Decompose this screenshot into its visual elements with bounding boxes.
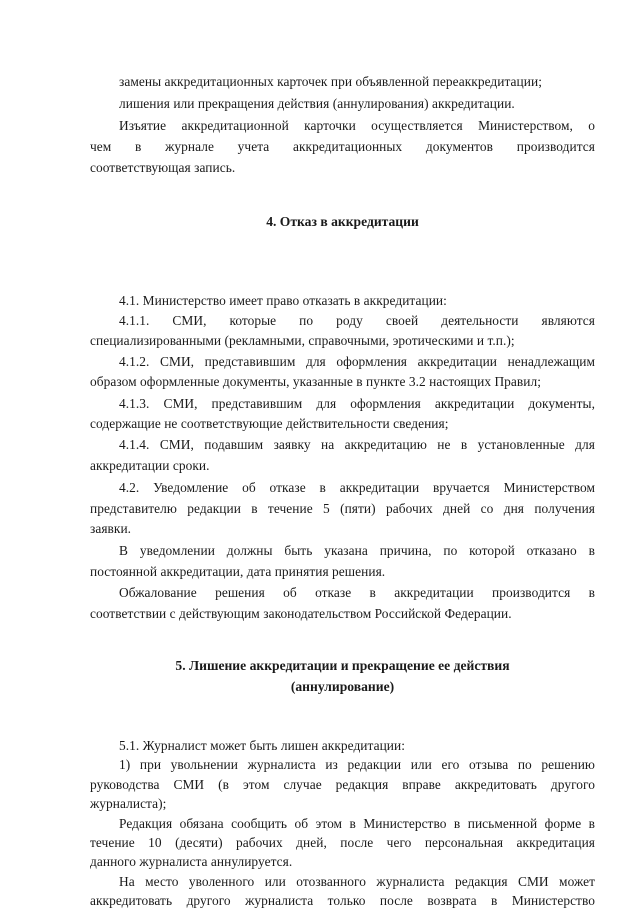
text-line: 1) при увольнении журналиста из редакции или его отзыва по решению	[119, 757, 595, 773]
text-line: представителю редакции в течение 5 (пяти) рабочих дней со дня получения	[90, 501, 595, 516]
text-line: 4.1.3. СМИ, представившим для оформления аккредитации документы,	[119, 396, 595, 411]
text-line: заявки.	[90, 521, 132, 536]
text-line: содержащие не соответствующие действительности сведения;	[90, 416, 449, 431]
section-5-title: 5. Лишение аккредитации и прекращение ее действия	[175, 658, 510, 673]
text-line: аккредитовать другого журналиста только после возврата в Министерство	[90, 893, 595, 909]
text-line: замены аккредитационных карточек при объявленной переаккредитации;	[119, 74, 542, 89]
section-5-title-continued: (аннулирование)	[290, 679, 395, 694]
text-line: аккредитации сроки.	[90, 458, 210, 473]
text-line: 4.1.2. СМИ, представившим для оформления аккредитации ненадлежащим	[119, 354, 595, 369]
section-4-title: 4. Отказ в аккредитации	[266, 214, 419, 229]
text-line: чем в журнале учета аккредитационных документов производится	[90, 139, 595, 154]
text-line: 4.2. Уведомление об отказе в аккредитации вручается Министерством	[119, 480, 595, 495]
text-line: журналиста);	[90, 796, 167, 812]
text-line: постоянной аккредитации, дата принятия решения.	[90, 564, 386, 579]
text-line: Обжалование решения об отказе в аккредитации производится в	[119, 585, 595, 600]
text-line: соответствии с действующим законодательством Российской Федерации.	[90, 606, 512, 621]
text-line: 4.1. Министерство имеет право отказать в аккредитации:	[119, 293, 447, 308]
text-line: Редакция обязана сообщить об этом в Министерство в письменной форме в	[119, 815, 595, 831]
text-line: Изъятие аккредитационной карточки осуществляется Министерством, о	[119, 118, 595, 133]
text-line: специализированными (рекламными, справочными, эротическими и т.п.);	[90, 333, 515, 348]
text-line: лишения или прекращения действия (аннулирования) аккредитации.	[119, 96, 515, 111]
text-line: 5.1. Журналист может быть лишен аккредитации:	[119, 738, 405, 753]
text-line: На место уволенного или отозванного журналиста редакция СМИ может	[119, 873, 595, 889]
text-line: течение 10 (десяти) рабочих дней, после чего персональная аккредитация	[90, 835, 595, 850]
text-line: 4.1.1. СМИ, которые по роду своей деятельности являются	[119, 313, 595, 328]
text-line: руководства СМИ (в этом случае редакция вправе аккредитовать другого	[90, 776, 595, 792]
text-line: данного журналиста аннулируется.	[90, 854, 293, 870]
text-line: соответствующая запись.	[90, 160, 236, 175]
text-line: образом оформленные документы, указанные в пункте 3.2 настоящих Правил;	[90, 374, 542, 389]
text-line: В уведомлении должны быть указана причина, по которой отказано в	[119, 543, 595, 558]
text-line: 4.1.4. СМИ, подавшим заявку на аккредитацию не в установленные для	[119, 437, 595, 452]
